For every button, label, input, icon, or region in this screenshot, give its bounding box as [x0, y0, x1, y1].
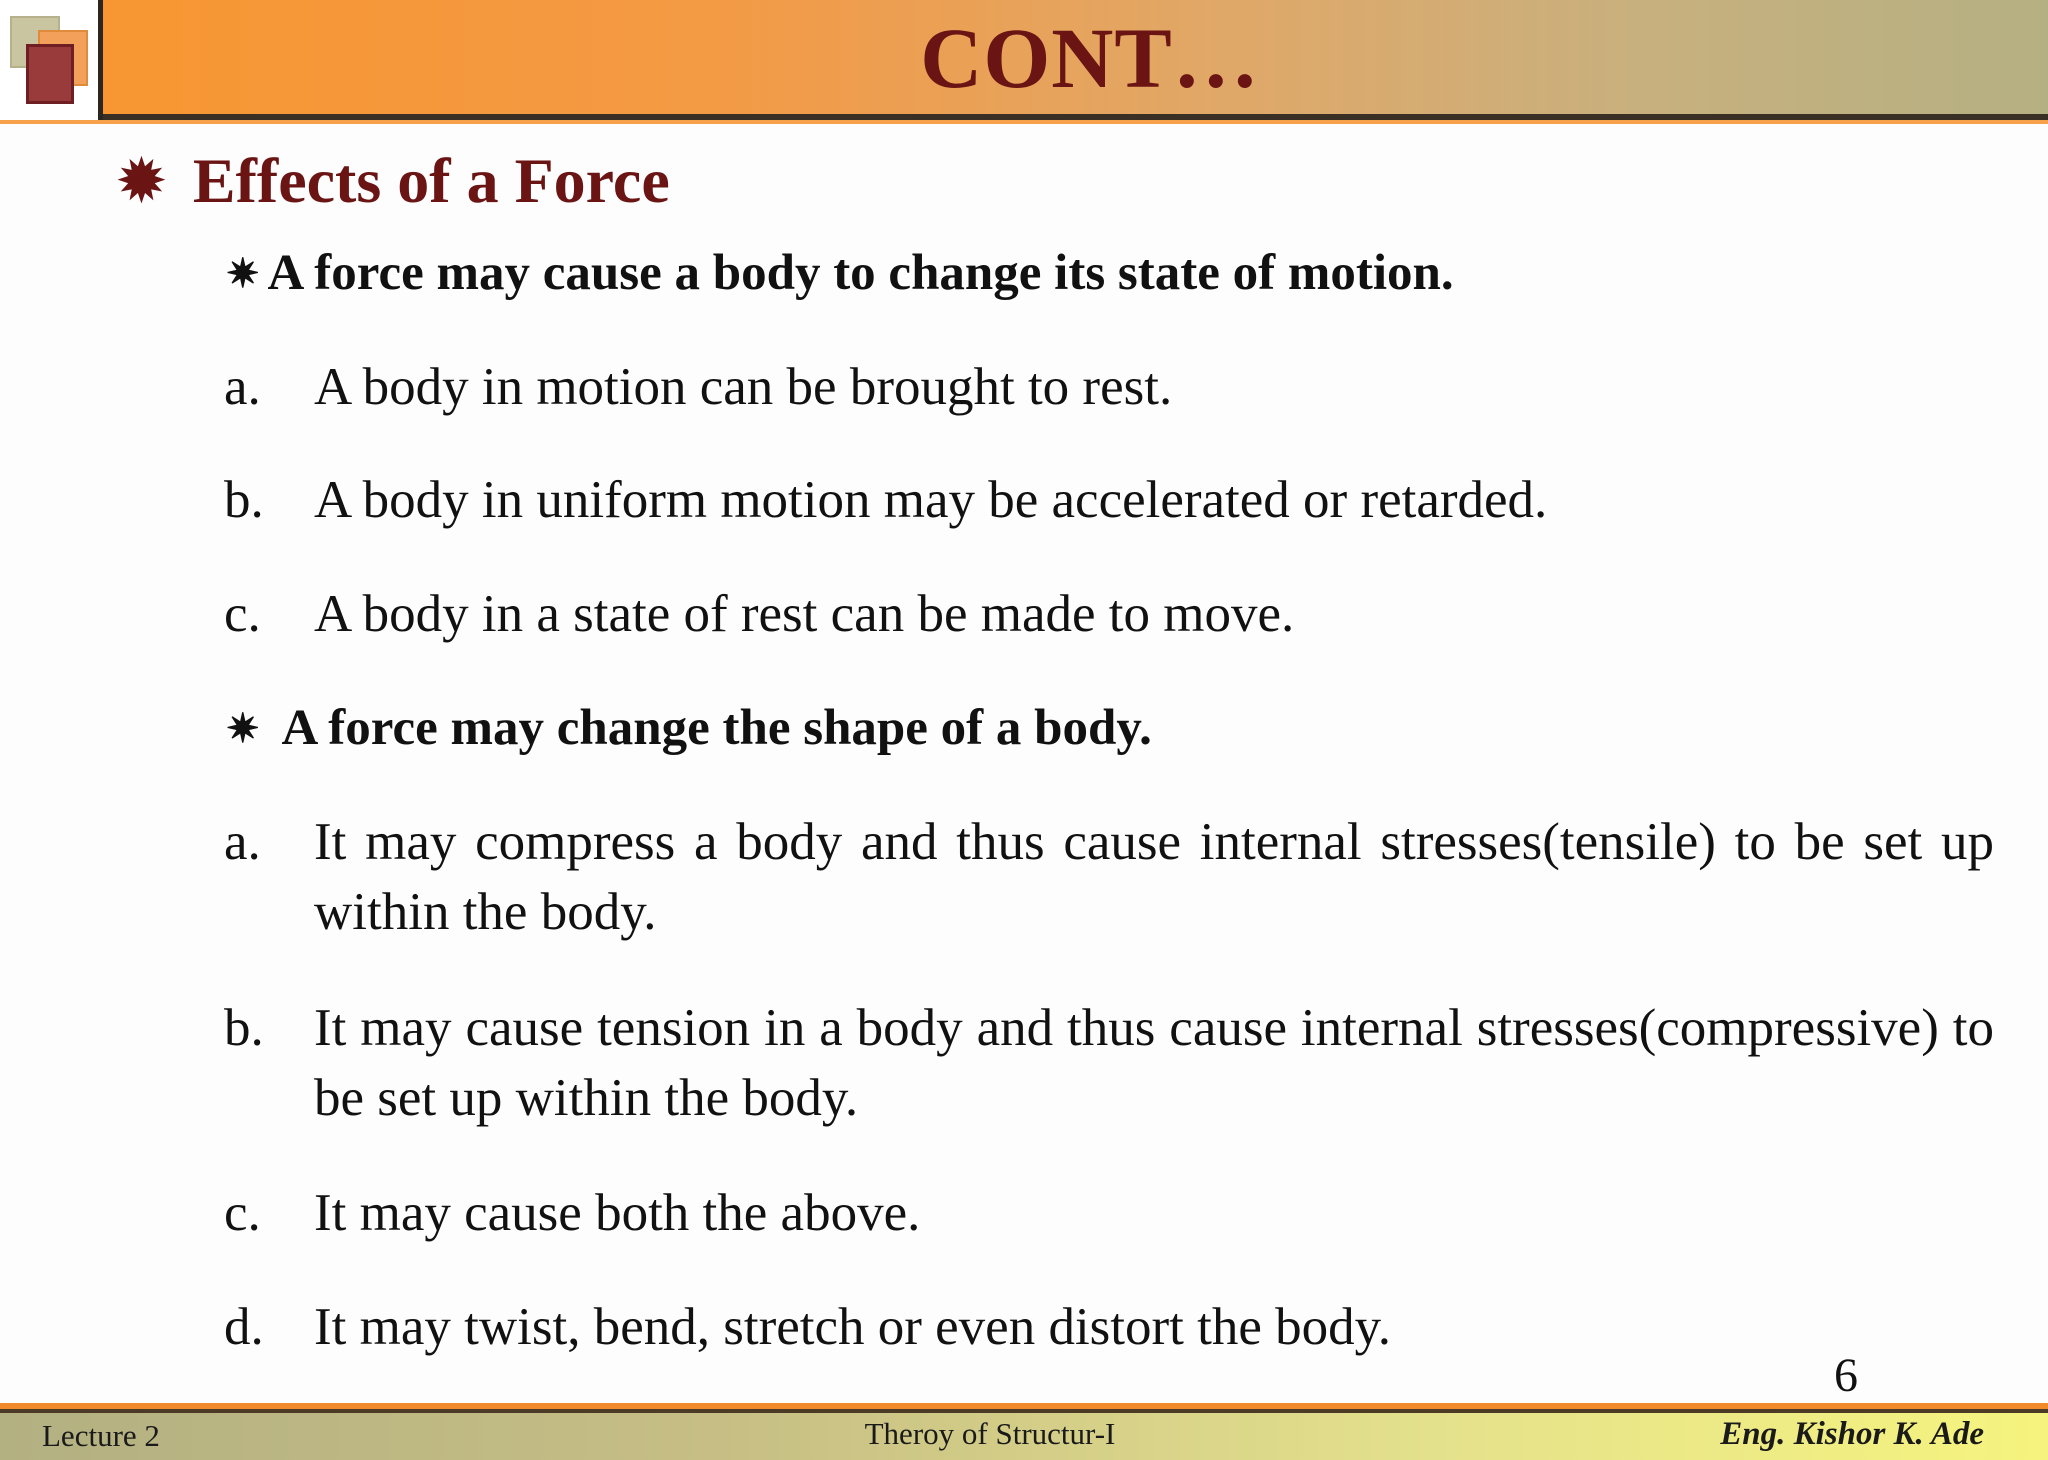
list-item-text: It may cause both the above. [314, 1184, 921, 1242]
bullet-state-of-motion [226, 243, 1454, 303]
section-heading [118, 143, 670, 219]
list-item-label: a. [224, 358, 261, 416]
list-item-text: It may compress a body and thus cause internal stresses(tensile) to be set up within the body. [314, 813, 1994, 941]
starburst-bullet-icon: ✷ [226, 705, 260, 751]
list-item-text: A body in uniform motion may be accelerated or retarded. [314, 471, 1548, 529]
list-item [224, 807, 1994, 947]
bullet-change-shape [226, 698, 1152, 758]
list-item [224, 465, 1994, 535]
slide-title: CONT… [920, 10, 1260, 106]
list-item-text: It may cause tension in a body and thus cause internal stresses(compressive) to be set up within the body. [314, 999, 1994, 1127]
footer-course-title: Theroy of Structur-I [864, 1416, 1116, 1451]
list-item [224, 579, 1994, 649]
list-item [224, 1178, 1994, 1248]
list-item-text: A body in motion can be brought to rest. [314, 358, 1173, 416]
list-item-text: It may twist, bend, stretch or even distort the body. [314, 1298, 1391, 1356]
bullet-text: A force may cause a body to change its state of motion. [267, 245, 1454, 301]
bullet-text: A force may change the shape of a body. [281, 700, 1152, 756]
footer-lecture-label: Lecture 2 [42, 1418, 160, 1453]
starburst-bullet-icon: ✷ [226, 250, 260, 296]
header-accent-line [0, 120, 2048, 124]
list-item [224, 1292, 1994, 1362]
list-item-label: a. [224, 813, 261, 871]
list-item [224, 352, 1994, 422]
list-item-label: c. [224, 1184, 261, 1242]
footer-author: Eng. Kishor K. Ade [1720, 1416, 1984, 1452]
list-item-label: d. [224, 1298, 264, 1356]
list-item-label: b. [224, 471, 264, 529]
list-item-text: A body in a state of rest can be made to move. [314, 585, 1295, 643]
list-item [224, 993, 1994, 1133]
list-item-label: b. [224, 999, 264, 1057]
page-number: 6 [1834, 1349, 1858, 1402]
section-heading-text: Effects of a Force [192, 145, 670, 216]
list-item-label: c. [224, 585, 261, 643]
starburst-bullet-icon: ✹ [118, 150, 165, 213]
